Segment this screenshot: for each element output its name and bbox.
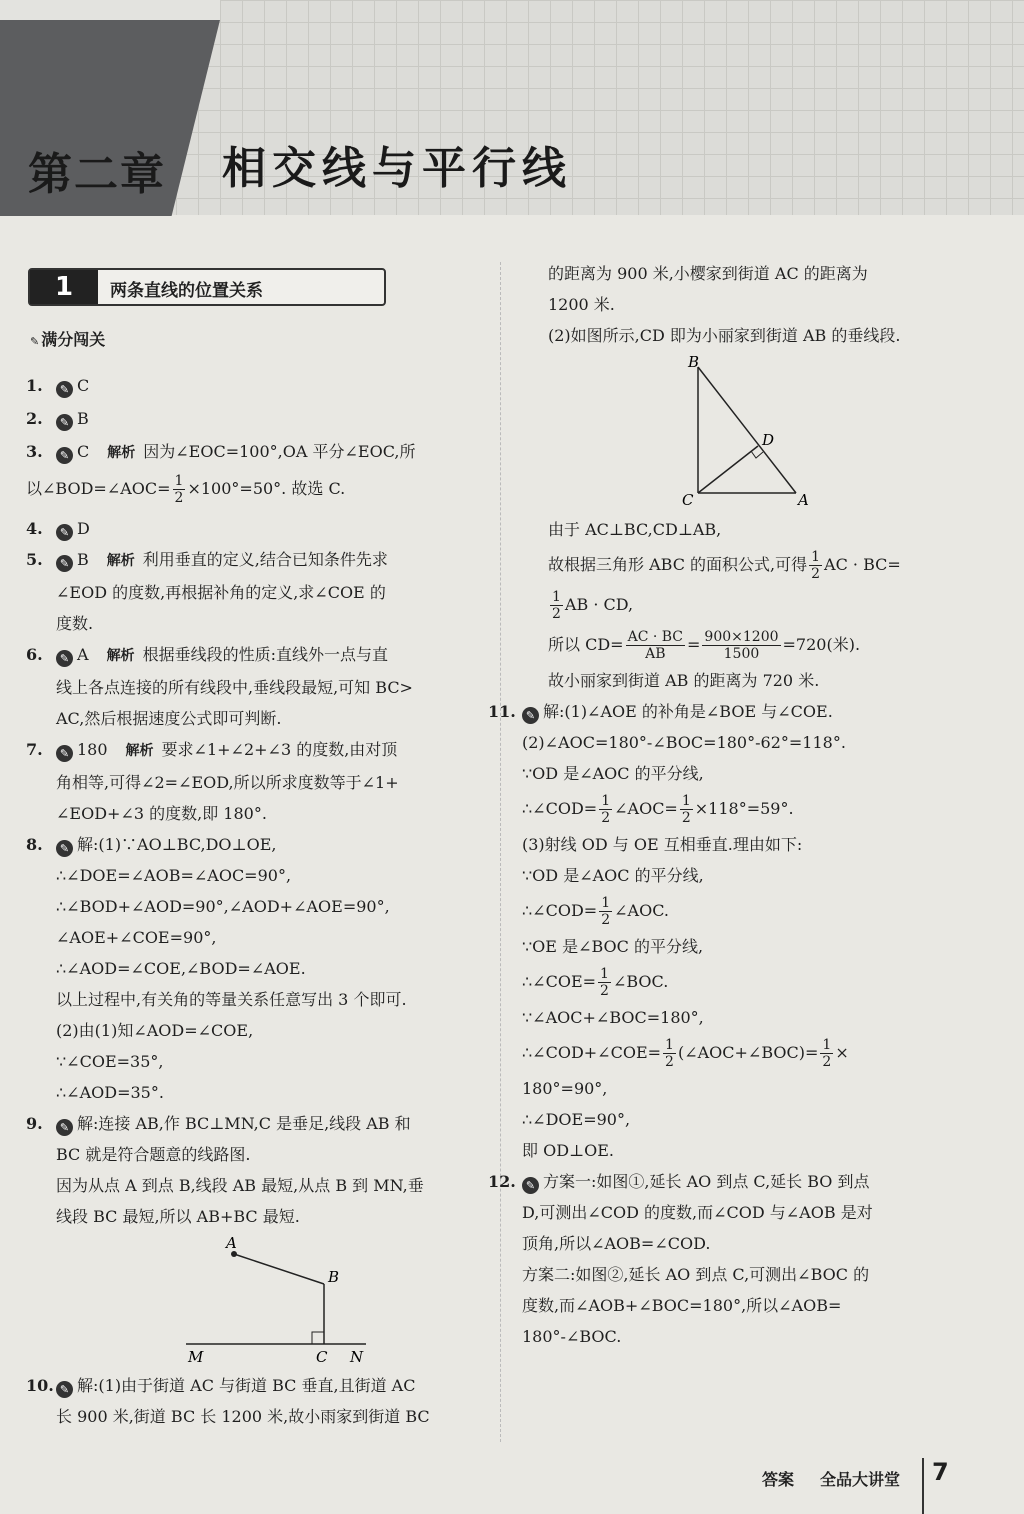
fraction bbox=[550, 589, 563, 622]
analysis-tag: 解析 bbox=[107, 445, 136, 461]
pencil-check-icon: ✎ bbox=[56, 414, 73, 431]
text-line: 线上各点连接的所有线段中,垂线段最短,可知 BC> bbox=[56, 678, 413, 697]
text-line: ∠EOD+∠3 的度数,即 180°. bbox=[56, 804, 267, 823]
answer: D bbox=[77, 519, 90, 538]
text-line: ∠AOC= bbox=[614, 799, 678, 818]
text-line: (2)如图所示,CD 即为小丽家到街道 AB 的垂线段. bbox=[548, 326, 901, 345]
text-line: 解:(1)∠AOE 的补角是∠BOE 与∠COE. bbox=[543, 702, 833, 721]
pen-icon: ✎ bbox=[30, 335, 40, 348]
question-7 bbox=[26, 734, 486, 829]
text-line: ∴∠COE= bbox=[522, 972, 597, 991]
text-line: =720(米). bbox=[782, 635, 861, 654]
text-line: 解:(1)由于街道 AC 与街道 BC 垂直,且街道 AC bbox=[77, 1376, 416, 1395]
question-number: 1. bbox=[26, 376, 43, 395]
text-line: × bbox=[835, 1043, 849, 1062]
text-line: 的距离为 900 米,小樱家到街道 AC 的距离为 bbox=[548, 264, 868, 283]
chapter-label: 第二章 bbox=[28, 149, 166, 200]
text-line: ∴∠BOD+∠AOD=90°,∠AOD+∠AOE=90°, bbox=[56, 897, 390, 916]
pencil-check-icon: ✎ bbox=[56, 745, 73, 762]
fraction bbox=[598, 966, 611, 999]
text-line: 度数,而∠AOB+∠BOC=180°,所以∠AOB= bbox=[522, 1296, 842, 1315]
numerator: 1 bbox=[822, 1037, 832, 1053]
answer: C bbox=[77, 376, 90, 395]
pencil-check-icon: ✎ bbox=[56, 840, 73, 857]
answer: A bbox=[77, 645, 89, 664]
pencil-check-icon: ✎ bbox=[522, 1177, 539, 1194]
numerator: 1 bbox=[552, 589, 561, 605]
fraction bbox=[663, 1037, 676, 1070]
triangle-diagram bbox=[548, 355, 848, 510]
label-b: B bbox=[328, 1268, 340, 1286]
text-line: 180°-∠BOC. bbox=[522, 1327, 622, 1346]
fraction bbox=[809, 549, 822, 582]
question-number: 7. bbox=[26, 740, 43, 759]
text-line: 即 OD⊥OE. bbox=[522, 1141, 614, 1160]
section-number: 1 bbox=[30, 270, 98, 304]
pencil-check-icon: ✎ bbox=[56, 381, 73, 398]
denominator: AB bbox=[645, 646, 666, 662]
footer-separator bbox=[922, 1458, 924, 1514]
text-line: ×100°=50°. 故选 C. bbox=[187, 479, 346, 498]
denominator: 2 bbox=[601, 912, 611, 928]
segment-cd bbox=[698, 446, 758, 493]
text-line: ∴∠AOD=35°. bbox=[56, 1083, 164, 1102]
text-line: ×118°=59°. bbox=[694, 799, 794, 818]
text-line: 故小丽家到街道 AB 的距离为 720 米. bbox=[548, 671, 820, 690]
text-line: ∵OD 是∠AOC 的平分线, bbox=[522, 866, 704, 885]
footer-brand: 全品大讲堂 bbox=[820, 1470, 901, 1489]
text-line: ∴∠COD= bbox=[522, 799, 598, 818]
label-a: A bbox=[226, 1236, 237, 1252]
label-c: C bbox=[316, 1348, 328, 1366]
question-4 bbox=[26, 513, 486, 544]
denominator: 2 bbox=[665, 1054, 674, 1070]
label-b: B bbox=[688, 355, 700, 371]
text-line: (3)射线 OD 与 OE 互相垂直.理由如下: bbox=[522, 835, 803, 854]
text-line: ∵∠AOC+∠BOC=180°, bbox=[522, 1008, 704, 1027]
analysis-tag: 解析 bbox=[125, 743, 154, 759]
numerator: 1 bbox=[174, 473, 184, 489]
numerator: 1 bbox=[681, 793, 691, 809]
numerator: 1 bbox=[601, 895, 611, 911]
numerator: AC · BC bbox=[627, 629, 684, 645]
fraction bbox=[820, 1037, 833, 1070]
text-line: AC,然后根据速度公式即可判断. bbox=[56, 709, 282, 728]
text-line: ∴∠AOD=∠COE,∠BOD=∠AOE. bbox=[56, 959, 306, 978]
question-number: 10. bbox=[26, 1376, 54, 1395]
label-n: N bbox=[350, 1348, 364, 1366]
segment-ab bbox=[234, 1254, 324, 1284]
denominator: 1500 bbox=[723, 646, 760, 662]
chapter-title: 相交线与平行线 bbox=[222, 143, 572, 194]
denominator: 2 bbox=[681, 810, 691, 826]
side-ab bbox=[698, 367, 796, 493]
question-1 bbox=[26, 370, 486, 401]
section-title: 两条直线的位置关系 bbox=[110, 281, 263, 301]
numerator: 1 bbox=[811, 549, 821, 565]
question-number: 8. bbox=[26, 835, 43, 854]
label-d: D bbox=[762, 431, 775, 449]
text-line: ∴∠COD= bbox=[522, 901, 598, 920]
text-line: (∠AOC+∠BOC)= bbox=[677, 1043, 819, 1062]
question-10-continued bbox=[518, 258, 978, 696]
question-3 bbox=[26, 436, 486, 509]
pencil-check-icon: ✎ bbox=[56, 447, 73, 464]
text-line: 方案二:如图②,延长 AO 到点 C,可测出∠BOC 的 bbox=[522, 1265, 870, 1284]
text-line: 方案一:如图①,延长 AO 到点 C,延长 BO 到点 bbox=[543, 1172, 870, 1191]
pencil-check-icon: ✎ bbox=[56, 555, 73, 572]
question-9 bbox=[26, 1108, 486, 1366]
text-line: ∠EOD 的度数,再根据补角的定义,求∠COE 的 bbox=[56, 583, 386, 602]
fraction bbox=[680, 793, 693, 826]
analysis-tag: 解析 bbox=[106, 648, 135, 664]
fraction bbox=[599, 895, 612, 928]
right-angle-mark bbox=[751, 451, 763, 458]
answer: C bbox=[77, 442, 90, 461]
label-c: C bbox=[682, 491, 694, 509]
text-line: ∠BOC. bbox=[612, 972, 669, 991]
question-12 bbox=[488, 1166, 978, 1352]
denominator: 2 bbox=[811, 566, 821, 582]
text-line: 利用垂直的定义,结合已知条件先求 bbox=[142, 550, 388, 569]
text-line: ∠AOE+∠COE=90°, bbox=[56, 928, 217, 947]
denominator: 2 bbox=[174, 490, 184, 506]
numerator: 1 bbox=[601, 793, 611, 809]
fraction bbox=[626, 629, 685, 662]
denominator: 2 bbox=[600, 983, 609, 999]
question-10 bbox=[26, 1370, 486, 1432]
text-line: 以上过程中,有关角的等量关系任意写出 3 个即可. bbox=[56, 990, 407, 1009]
section-banner bbox=[28, 268, 386, 306]
right-column bbox=[488, 258, 978, 1352]
text-line: 要求∠1+∠2+∠3 的度数,由对顶 bbox=[161, 740, 398, 759]
numerator: 900×1200 bbox=[704, 629, 779, 645]
question-6 bbox=[26, 639, 486, 734]
route-diagram bbox=[46, 1236, 446, 1366]
question-number: 3. bbox=[26, 442, 43, 461]
text-line: 度数. bbox=[56, 614, 94, 633]
text-line: BC 就是符合题意的线路图. bbox=[56, 1145, 251, 1164]
text-line: 以∠BOD=∠AOC= bbox=[26, 479, 171, 498]
pencil-check-icon: ✎ bbox=[56, 524, 73, 541]
text-line: 所以 CD= bbox=[548, 635, 624, 654]
pencil-check-icon: ✎ bbox=[522, 707, 539, 724]
question-number: 11. bbox=[488, 702, 516, 721]
answer: 180 bbox=[77, 740, 108, 759]
footer-answer-label: 答案 bbox=[762, 1470, 795, 1489]
text-line: 解:连接 AB,作 BC⊥MN,C 是垂足,线段 AB 和 bbox=[77, 1114, 411, 1133]
left-column bbox=[26, 370, 486, 1432]
text-line: 顶角,所以∠AOB=∠COD. bbox=[522, 1234, 711, 1253]
denominator: 2 bbox=[552, 606, 561, 622]
text-line: ∵OE 是∠BOC 的平分线, bbox=[522, 937, 704, 956]
analysis-tag: 解析 bbox=[106, 553, 135, 569]
pencil-check-icon: ✎ bbox=[56, 1119, 73, 1136]
text-line: AB · CD, bbox=[564, 595, 634, 614]
text-line: 根据垂线段的性质:直线外一点与直 bbox=[142, 645, 388, 664]
answer: B bbox=[77, 409, 89, 428]
question-number: 4. bbox=[26, 519, 43, 538]
subheading bbox=[30, 327, 105, 350]
question-number: 5. bbox=[26, 550, 43, 569]
text-line: ∴∠DOE=90°, bbox=[522, 1110, 631, 1129]
text-line: 线段 BC 最短,所以 AB+BC 最短. bbox=[56, 1207, 300, 1226]
text-line: 1200 米. bbox=[548, 295, 615, 314]
text-line: ∵OD 是∠AOC 的平分线, bbox=[522, 764, 704, 783]
text-line: 因为∠EOC=100°,OA 平分∠EOC,所 bbox=[143, 442, 416, 461]
header-top-strip bbox=[0, 0, 220, 22]
text-line: D,可测出∠COD 的度数,而∠COD 与∠AOB 是对 bbox=[522, 1203, 873, 1222]
page-number: 7 bbox=[932, 1458, 949, 1486]
text-line: 因为从点 A 到点 B,线段 AB 最短,从点 B 到 MN,垂 bbox=[56, 1176, 424, 1195]
text-line: (2)由(1)知∠AOD=∠COE, bbox=[56, 1021, 254, 1040]
question-8 bbox=[26, 829, 486, 1108]
numerator: 1 bbox=[665, 1037, 674, 1053]
question-number: 9. bbox=[26, 1114, 43, 1133]
chapter-header bbox=[0, 0, 1024, 215]
question-number: 12. bbox=[488, 1172, 516, 1191]
text-line: 解:(1)∵AO⊥BC,DO⊥OE, bbox=[77, 835, 277, 854]
fraction bbox=[702, 629, 780, 662]
text-line: ∵∠COE=35°, bbox=[56, 1052, 164, 1071]
question-number: 2. bbox=[26, 409, 43, 428]
denominator: 2 bbox=[601, 810, 611, 826]
right-angle-mark bbox=[312, 1332, 324, 1344]
denominator: 2 bbox=[822, 1054, 832, 1070]
pencil-check-icon: ✎ bbox=[56, 1381, 73, 1398]
question-2 bbox=[26, 403, 486, 434]
subheading-text: 满分闯关 bbox=[41, 330, 106, 349]
answer: B bbox=[77, 550, 89, 569]
text-line: 由于 AC⊥BC,CD⊥AB, bbox=[548, 520, 722, 539]
fraction bbox=[173, 473, 186, 506]
text-line: AC · BC= bbox=[824, 555, 901, 574]
text-line: 长 900 米,街道 BC 长 1200 米,故小雨家到街道 BC bbox=[56, 1407, 430, 1426]
label-a: A bbox=[798, 491, 809, 509]
text-line: ∠AOC. bbox=[614, 901, 669, 920]
question-11 bbox=[488, 696, 978, 1166]
fraction bbox=[599, 793, 612, 826]
text-line: (2)∠AOC=180°-∠BOC=180°-62°=118°. bbox=[522, 733, 846, 752]
text-line: ∴∠DOE=∠AOB=∠AOC=90°, bbox=[56, 866, 292, 885]
pencil-check-icon: ✎ bbox=[56, 650, 73, 667]
question-number: 6. bbox=[26, 645, 43, 664]
text-line: 角相等,可得∠2=∠EOD,所以所求度数等于∠1+ bbox=[56, 773, 399, 792]
numerator: 1 bbox=[600, 966, 609, 982]
label-m: M bbox=[188, 1348, 204, 1366]
text-line: = bbox=[687, 635, 701, 654]
text-line: ∴∠COD+∠COE= bbox=[522, 1043, 662, 1062]
question-5 bbox=[26, 544, 486, 639]
text-line: 故根据三角形 ABC 的面积公式,可得 bbox=[548, 555, 808, 574]
text-line: 180°=90°, bbox=[522, 1079, 608, 1098]
